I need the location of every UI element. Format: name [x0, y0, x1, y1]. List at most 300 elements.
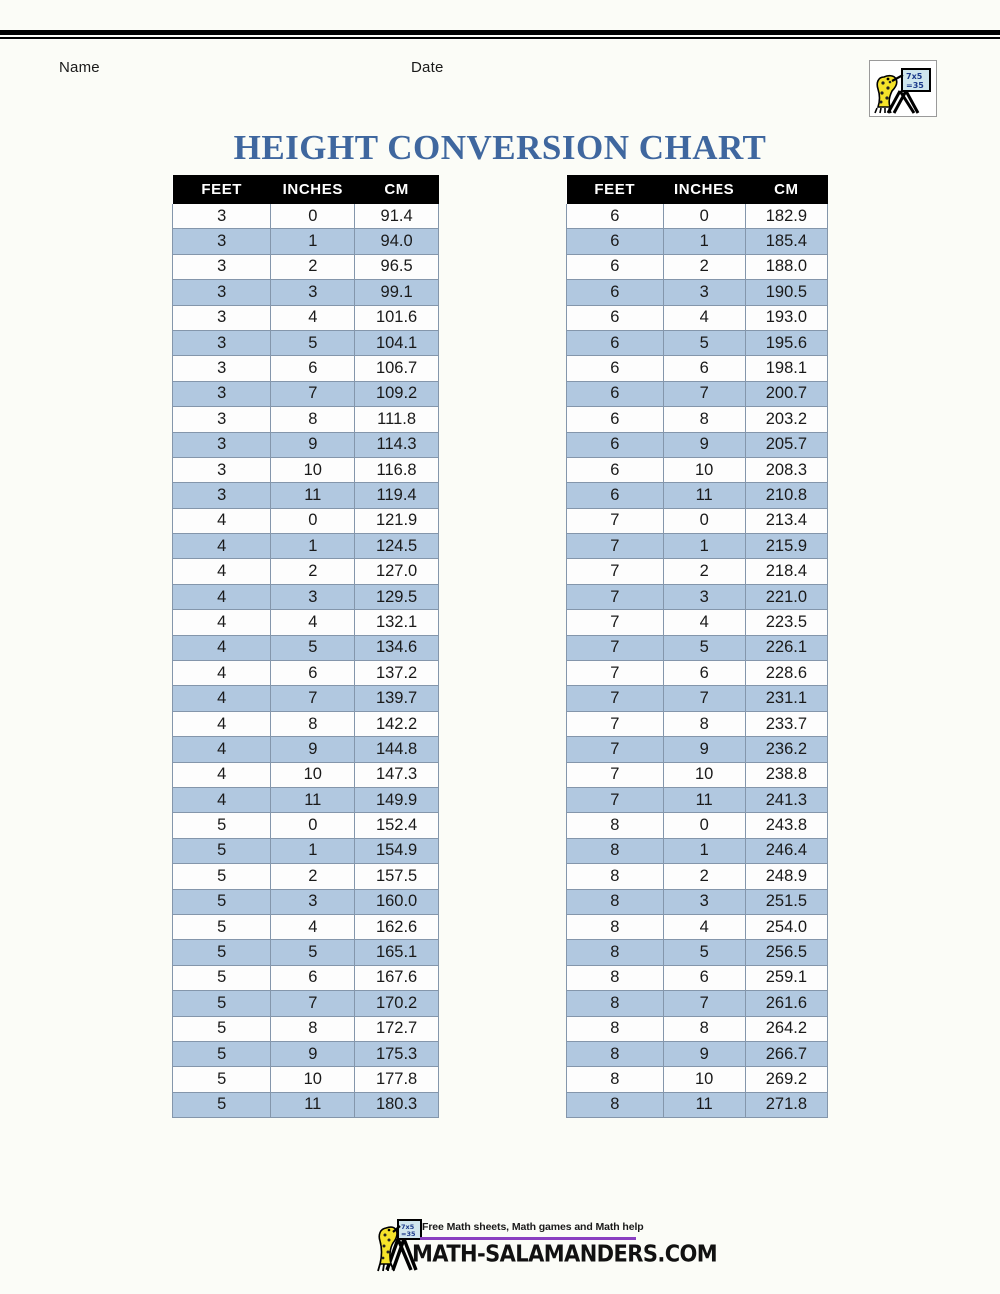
cell-cm: 251.5 — [745, 889, 827, 914]
table-row — [173, 914, 439, 939]
cell-feet: 6 — [567, 280, 664, 305]
cell-inches: 5 — [271, 940, 355, 965]
column-header-feet: FEET — [173, 175, 271, 204]
cell-inches: 2 — [663, 864, 745, 889]
table-row — [567, 1092, 828, 1117]
cell-cm: 124.5 — [355, 534, 439, 559]
table-row — [567, 914, 828, 939]
cell-cm: 228.6 — [745, 661, 827, 686]
cell-feet: 4 — [173, 508, 271, 533]
cell-cm: 149.9 — [355, 787, 439, 812]
cell-cm: 96.5 — [355, 254, 439, 279]
cell-inches: 8 — [663, 711, 745, 736]
cell-cm: 185.4 — [745, 229, 827, 254]
table-row — [567, 229, 828, 254]
cell-inches: 7 — [663, 686, 745, 711]
table-row — [173, 711, 439, 736]
cell-inches: 4 — [663, 610, 745, 635]
cell-cm: 246.4 — [745, 838, 827, 863]
cell-cm: 94.0 — [355, 229, 439, 254]
cell-feet: 3 — [173, 280, 271, 305]
cell-feet: 7 — [567, 559, 664, 584]
cell-inches: 0 — [271, 813, 355, 838]
cell-inches: 11 — [271, 787, 355, 812]
cell-feet: 7 — [567, 635, 664, 660]
cell-feet: 8 — [567, 838, 664, 863]
cell-feet: 8 — [567, 1016, 664, 1041]
cell-cm: 205.7 — [745, 432, 827, 457]
table-row — [173, 610, 439, 635]
cell-cm: 208.3 — [745, 457, 827, 482]
cell-cm: 101.6 — [355, 305, 439, 330]
footer-domain-text: MATH-SALAMANDERS.COM — [412, 1240, 718, 1267]
footer-branding — [376, 1216, 718, 1276]
cell-cm: 139.7 — [355, 686, 439, 711]
cell-inches: 3 — [663, 889, 745, 914]
column-header-cm: CM — [745, 175, 827, 204]
cell-inches: 3 — [271, 584, 355, 609]
table-row — [567, 280, 828, 305]
cell-feet: 8 — [567, 991, 664, 1016]
cell-feet: 5 — [173, 813, 271, 838]
cell-feet: 8 — [567, 940, 664, 965]
cell-feet: 5 — [173, 864, 271, 889]
cell-feet: 7 — [567, 711, 664, 736]
cell-cm: 175.3 — [355, 1041, 439, 1066]
cell-cm: 142.2 — [355, 711, 439, 736]
top-border-thick-line — [0, 30, 1000, 35]
cell-feet: 8 — [567, 813, 664, 838]
date-label: Date — [411, 59, 444, 76]
cell-feet: 4 — [173, 610, 271, 635]
cell-cm: 223.5 — [745, 610, 827, 635]
cell-cm: 144.8 — [355, 737, 439, 762]
cell-cm: 259.1 — [745, 965, 827, 990]
cell-feet: 7 — [567, 787, 664, 812]
height-conversion-table-right — [566, 175, 828, 1118]
cell-feet: 6 — [567, 254, 664, 279]
cell-feet: 5 — [173, 1092, 271, 1117]
table-row — [173, 864, 439, 889]
cell-cm: 162.6 — [355, 914, 439, 939]
cell-cm: 233.7 — [745, 711, 827, 736]
cell-feet: 6 — [567, 432, 664, 457]
table-row — [173, 686, 439, 711]
cell-feet: 8 — [567, 965, 664, 990]
cell-cm: 190.5 — [745, 280, 827, 305]
cell-cm: 200.7 — [745, 381, 827, 406]
cell-inches: 9 — [663, 1041, 745, 1066]
height-conversion-table-left — [172, 175, 439, 1118]
cell-inches: 4 — [663, 914, 745, 939]
table-row — [567, 1016, 828, 1041]
cell-feet: 7 — [567, 762, 664, 787]
table-row — [567, 711, 828, 736]
table-row — [173, 229, 439, 254]
table-row — [567, 940, 828, 965]
table-row — [567, 838, 828, 863]
cell-feet: 8 — [567, 889, 664, 914]
cell-cm: 198.1 — [745, 356, 827, 381]
cell-cm: 177.8 — [355, 1067, 439, 1092]
cell-cm: 127.0 — [355, 559, 439, 584]
cell-feet: 5 — [173, 991, 271, 1016]
cell-inches: 8 — [271, 711, 355, 736]
cell-inches: 5 — [663, 635, 745, 660]
table-header-row — [173, 175, 439, 204]
cell-cm: 109.2 — [355, 381, 439, 406]
cell-inches: 8 — [271, 1016, 355, 1041]
table-row — [567, 737, 828, 762]
table-row — [173, 991, 439, 1016]
cell-cm: 106.7 — [355, 356, 439, 381]
cell-feet: 6 — [567, 305, 664, 330]
cell-inches: 9 — [663, 737, 745, 762]
cell-inches: 2 — [663, 254, 745, 279]
table-row — [173, 965, 439, 990]
table-row — [567, 610, 828, 635]
table-row — [567, 508, 828, 533]
table-header-row — [567, 175, 828, 204]
cell-inches: 10 — [663, 1067, 745, 1092]
cell-cm: 195.6 — [745, 330, 827, 355]
cell-feet: 5 — [173, 965, 271, 990]
table-row — [173, 407, 439, 432]
cell-cm: 238.8 — [745, 762, 827, 787]
math-salamanders-logo-icon — [869, 60, 937, 117]
cell-feet: 7 — [567, 508, 664, 533]
cell-cm: 160.0 — [355, 889, 439, 914]
cell-feet: 3 — [173, 305, 271, 330]
cell-inches: 0 — [271, 204, 355, 229]
cell-cm: 116.8 — [355, 457, 439, 482]
table-row — [173, 1092, 439, 1117]
cell-feet: 6 — [567, 204, 664, 229]
table-row — [173, 330, 439, 355]
cell-inches: 0 — [663, 508, 745, 533]
cell-inches: 2 — [663, 559, 745, 584]
table-row — [173, 813, 439, 838]
table-row — [173, 1041, 439, 1066]
cell-feet: 7 — [567, 661, 664, 686]
cell-inches: 9 — [271, 1041, 355, 1066]
cell-feet: 5 — [173, 940, 271, 965]
cell-feet: 8 — [567, 864, 664, 889]
table-row — [567, 407, 828, 432]
cell-cm: 213.4 — [745, 508, 827, 533]
cell-inches: 10 — [663, 762, 745, 787]
cell-cm: 226.1 — [745, 635, 827, 660]
cell-cm: 188.0 — [745, 254, 827, 279]
cell-inches: 3 — [663, 584, 745, 609]
cell-cm: 91.4 — [355, 204, 439, 229]
cell-feet: 4 — [173, 787, 271, 812]
cell-inches: 5 — [663, 330, 745, 355]
cell-inches: 6 — [663, 356, 745, 381]
table-row — [567, 661, 828, 686]
cell-cm: 182.9 — [745, 204, 827, 229]
cell-cm: 114.3 — [355, 432, 439, 457]
cell-feet: 5 — [173, 889, 271, 914]
cell-inches: 10 — [271, 457, 355, 482]
cell-cm: 215.9 — [745, 534, 827, 559]
cell-inches: 5 — [663, 940, 745, 965]
cell-inches: 3 — [271, 280, 355, 305]
cell-cm: 180.3 — [355, 1092, 439, 1117]
cell-inches: 7 — [271, 991, 355, 1016]
table-row — [567, 965, 828, 990]
table-row — [173, 508, 439, 533]
cell-feet: 3 — [173, 483, 271, 508]
cell-inches: 1 — [271, 534, 355, 559]
cell-inches: 2 — [271, 864, 355, 889]
svg-text:7x5: 7x5 — [906, 72, 923, 81]
cell-cm: 137.2 — [355, 661, 439, 686]
table-row — [567, 534, 828, 559]
table-row — [567, 762, 828, 787]
cell-feet: 3 — [173, 407, 271, 432]
cell-inches: 7 — [663, 991, 745, 1016]
cell-feet: 5 — [173, 1067, 271, 1092]
page-title: HEIGHT CONVERSION CHART — [233, 128, 767, 168]
cell-inches: 6 — [663, 965, 745, 990]
cell-feet: 4 — [173, 534, 271, 559]
table-row — [567, 635, 828, 660]
cell-feet: 7 — [567, 737, 664, 762]
cell-inches: 10 — [271, 1067, 355, 1092]
cell-feet: 5 — [173, 838, 271, 863]
table-body-left — [173, 204, 439, 1118]
cell-inches: 10 — [663, 457, 745, 482]
svg-text:=35: =35 — [906, 81, 924, 90]
cell-inches: 4 — [271, 914, 355, 939]
cell-feet: 5 — [173, 914, 271, 939]
table-row — [173, 356, 439, 381]
name-label: Name — [59, 59, 100, 76]
cell-inches: 4 — [271, 610, 355, 635]
footer-tagline: Free Math sheets, Math games and Math help — [422, 1221, 644, 1233]
table-row — [173, 737, 439, 762]
cell-inches: 9 — [271, 432, 355, 457]
cell-inches: 6 — [271, 965, 355, 990]
cell-cm: 104.1 — [355, 330, 439, 355]
cell-cm: 221.0 — [745, 584, 827, 609]
table-row — [173, 787, 439, 812]
cell-cm: 157.5 — [355, 864, 439, 889]
cell-inches: 6 — [271, 356, 355, 381]
cell-feet: 8 — [567, 1092, 664, 1117]
svg-text:7x5: 7x5 — [401, 1223, 415, 1231]
cell-feet: 8 — [567, 914, 664, 939]
cell-cm: 172.7 — [355, 1016, 439, 1041]
table-row — [173, 940, 439, 965]
cell-inches: 7 — [271, 686, 355, 711]
cell-cm: 99.1 — [355, 280, 439, 305]
table-row — [567, 1041, 828, 1066]
cell-feet: 6 — [567, 330, 664, 355]
cell-cm: 170.2 — [355, 991, 439, 1016]
table-row — [567, 813, 828, 838]
cell-inches: 11 — [271, 483, 355, 508]
cell-inches: 7 — [663, 381, 745, 406]
cell-inches: 6 — [271, 661, 355, 686]
cell-feet: 3 — [173, 229, 271, 254]
table-row — [567, 356, 828, 381]
cell-cm: 119.4 — [355, 483, 439, 508]
cell-feet: 3 — [173, 432, 271, 457]
table-row — [567, 889, 828, 914]
cell-cm: 132.1 — [355, 610, 439, 635]
table-row — [173, 559, 439, 584]
cell-inches: 3 — [663, 280, 745, 305]
cell-feet: 6 — [567, 229, 664, 254]
cell-cm: 236.2 — [745, 737, 827, 762]
cell-cm: 111.8 — [355, 407, 439, 432]
cell-inches: 0 — [663, 813, 745, 838]
cell-cm: 165.1 — [355, 940, 439, 965]
table-row — [567, 559, 828, 584]
cell-feet: 4 — [173, 762, 271, 787]
cell-inches: 11 — [663, 483, 745, 508]
cell-feet: 5 — [173, 1041, 271, 1066]
cell-feet: 6 — [567, 457, 664, 482]
cell-feet: 3 — [173, 204, 271, 229]
table-row — [173, 534, 439, 559]
cell-feet: 8 — [567, 1041, 664, 1066]
table-row — [173, 204, 439, 229]
cell-cm: 243.8 — [745, 813, 827, 838]
table-row — [567, 864, 828, 889]
table-row — [173, 635, 439, 660]
cell-cm: 121.9 — [355, 508, 439, 533]
table-row — [567, 686, 828, 711]
cell-feet: 4 — [173, 635, 271, 660]
table-row — [173, 762, 439, 787]
cell-feet: 5 — [173, 1016, 271, 1041]
cell-inches: 2 — [271, 559, 355, 584]
table-row — [173, 381, 439, 406]
top-border-rule — [0, 30, 1000, 39]
cell-inches: 5 — [271, 635, 355, 660]
cell-cm: 129.5 — [355, 584, 439, 609]
cell-cm: 152.4 — [355, 813, 439, 838]
cell-feet: 4 — [173, 584, 271, 609]
table-row — [567, 305, 828, 330]
cell-cm: 147.3 — [355, 762, 439, 787]
cell-feet: 4 — [173, 686, 271, 711]
cell-cm: 269.2 — [745, 1067, 827, 1092]
table-row — [567, 254, 828, 279]
column-header-inches: INCHES — [271, 175, 355, 204]
cell-inches: 5 — [271, 330, 355, 355]
column-header-cm: CM — [355, 175, 439, 204]
cell-feet: 7 — [567, 686, 664, 711]
cell-cm: 154.9 — [355, 838, 439, 863]
table-row — [567, 381, 828, 406]
table-row — [173, 889, 439, 914]
table-row — [567, 204, 828, 229]
table-row — [173, 661, 439, 686]
cell-feet: 4 — [173, 661, 271, 686]
table-row — [567, 432, 828, 457]
table-row — [173, 432, 439, 457]
cell-feet: 7 — [567, 584, 664, 609]
cell-inches: 1 — [663, 838, 745, 863]
table-body-right — [567, 204, 828, 1118]
cell-inches: 4 — [663, 305, 745, 330]
cell-cm: 193.0 — [745, 305, 827, 330]
cell-cm: 231.1 — [745, 686, 827, 711]
cell-feet: 3 — [173, 330, 271, 355]
cell-inches: 8 — [663, 1016, 745, 1041]
cell-inches: 9 — [663, 432, 745, 457]
cell-inches: 1 — [271, 229, 355, 254]
cell-cm: 271.8 — [745, 1092, 827, 1117]
table-row — [173, 254, 439, 279]
cell-cm: 134.6 — [355, 635, 439, 660]
cell-cm: 210.8 — [745, 483, 827, 508]
cell-inches: 2 — [271, 254, 355, 279]
column-header-inches: INCHES — [663, 175, 745, 204]
cell-inches: 9 — [271, 737, 355, 762]
cell-inches: 1 — [271, 838, 355, 863]
table-row — [173, 483, 439, 508]
cell-feet: 8 — [567, 1067, 664, 1092]
cell-inches: 1 — [663, 534, 745, 559]
table-row — [567, 787, 828, 812]
cell-feet: 3 — [173, 356, 271, 381]
cell-cm: 241.3 — [745, 787, 827, 812]
cell-inches: 4 — [271, 305, 355, 330]
cell-inches: 1 — [663, 229, 745, 254]
cell-feet: 3 — [173, 381, 271, 406]
cell-feet: 3 — [173, 254, 271, 279]
cell-inches: 11 — [271, 1092, 355, 1117]
cell-feet: 6 — [567, 407, 664, 432]
cell-inches: 8 — [271, 407, 355, 432]
cell-inches: 8 — [663, 407, 745, 432]
table-row — [173, 1016, 439, 1041]
cell-feet: 6 — [567, 381, 664, 406]
cell-inches: 0 — [271, 508, 355, 533]
cell-cm: 266.7 — [745, 1041, 827, 1066]
cell-cm: 254.0 — [745, 914, 827, 939]
cell-cm: 261.6 — [745, 991, 827, 1016]
cell-inches: 0 — [663, 204, 745, 229]
table-row — [567, 457, 828, 482]
table-row — [173, 305, 439, 330]
cell-feet: 3 — [173, 457, 271, 482]
cell-feet: 6 — [567, 483, 664, 508]
cell-inches: 11 — [663, 787, 745, 812]
cell-inches: 3 — [271, 889, 355, 914]
table-row — [567, 991, 828, 1016]
cell-cm: 203.2 — [745, 407, 827, 432]
table-row — [567, 584, 828, 609]
cell-feet: 4 — [173, 559, 271, 584]
table-row — [567, 330, 828, 355]
cell-inches: 6 — [663, 661, 745, 686]
cell-feet: 6 — [567, 356, 664, 381]
svg-text:=35: =35 — [401, 1230, 416, 1238]
cell-inches: 7 — [271, 381, 355, 406]
cell-feet: 7 — [567, 534, 664, 559]
cell-inches: 10 — [271, 762, 355, 787]
table-row — [567, 483, 828, 508]
table-row — [173, 457, 439, 482]
table-row — [173, 280, 439, 305]
column-header-feet: FEET — [567, 175, 664, 204]
